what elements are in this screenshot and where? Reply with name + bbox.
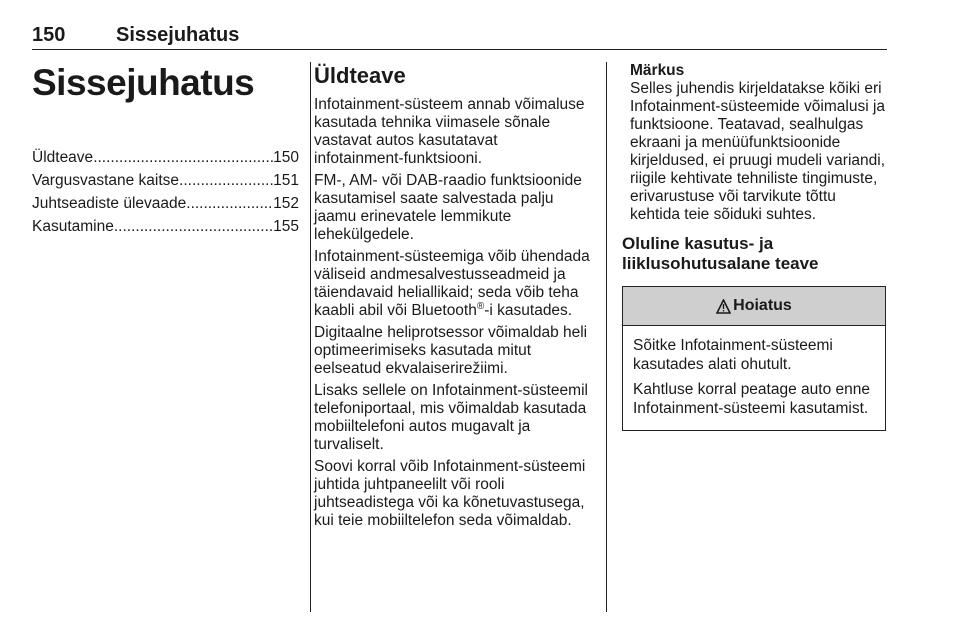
running-title: Sissejuhatus xyxy=(116,24,240,46)
column-general-info xyxy=(314,62,590,534)
toc-entry-page: 152 xyxy=(273,195,299,212)
warning-header xyxy=(623,287,885,326)
paragraph: Soovi korral võib Infotainment-süsteemi juhtida juhtpaneelilt või rooli juhtseadistega või ka kõnetuvastusega, kui teie mobiiltelefon seda võimaldab. xyxy=(314,458,586,529)
note-text-first-line: Selles juhendis kirjeldatakse kõiki eri xyxy=(630,80,882,97)
registered-mark: ® xyxy=(476,300,485,312)
toc-entry-page: 150 xyxy=(273,149,299,166)
paragraph: FM-, AM- või DAB-raadio funktsioonide kasutamisel saate salvestada palju jaamu erinevatele lemmikute lehekülgedele. xyxy=(314,172,582,243)
toc-entry-controls-overview[interactable] xyxy=(32,192,299,215)
paragraph-text: Infotainment-süsteemiga võib ühendada väliseid andmesalvestusseadmeid ja täiendavaid heliallikaid; seda võib teha kaabli abil või Bluetooth xyxy=(314,248,590,319)
toc-entry-page: 151 xyxy=(273,172,299,189)
header-divider xyxy=(32,49,887,50)
toc-entry-theft-protection[interactable] xyxy=(32,169,299,192)
page-number: 150 xyxy=(32,24,66,46)
paragraph: Lisaks sellele on Infotainment-süsteemil telefoniportaal, mis võimaldab kasutada mobiiltelefoni autos mugavalt ja turvaliselt. xyxy=(314,382,588,453)
toc-entry-page: 155 xyxy=(273,218,299,235)
warning-text: Sõitke Infotainment-süsteemi kasutades alati ohutult. xyxy=(633,337,833,373)
warning-text: Kahtluse korral peatage auto enne Infotainment-süsteemi kasutamist. xyxy=(633,381,870,417)
paragraph: Digitaalne heliprotsessor võimaldab heli optimeerimiseks kasutada mitut eelseatud ekvalaiserirežiimi. xyxy=(314,324,588,377)
column-divider-1 xyxy=(310,62,311,612)
note-heading: Märkus xyxy=(630,62,685,79)
paragraph-bluetooth xyxy=(314,248,590,320)
toc-entry-label: Kasutamine xyxy=(32,218,114,235)
note-block xyxy=(622,62,888,224)
column-note-safety xyxy=(622,62,888,431)
warning-triangle-icon xyxy=(716,299,731,314)
section-title: Üldteave xyxy=(314,63,406,88)
toc-leader-dots xyxy=(93,146,273,169)
toc-entry-general[interactable] xyxy=(32,146,299,169)
toc-leader-dots xyxy=(186,192,273,215)
toc-leader-dots xyxy=(179,169,273,192)
toc-entry-label: Juhtseadiste ülevaade xyxy=(32,195,187,212)
page-header xyxy=(32,24,887,52)
paragraph-text: -i kasutades. xyxy=(484,302,573,319)
column-chapter xyxy=(32,62,299,238)
safety-section-title: Oluline kasutus- ja liiklusohutusalane teave xyxy=(622,234,819,273)
toc-leader-dots xyxy=(114,215,273,238)
toc-entry-usage[interactable] xyxy=(32,215,299,238)
chapter-title: Sissejuhatus xyxy=(32,62,255,103)
warning-box xyxy=(622,286,886,431)
toc-entry-label: Üldteave xyxy=(32,149,94,166)
warning-body xyxy=(623,326,885,430)
note-text: Infotainment-süsteemide võimalusi ja funktsioone. Teatavad, sealhulgas ekraani ja menüüfunktsioonide kirjeldused, ei pruugi mudeli variandi, riigile kehtivate tehniliste tingimuste, erivarustuse või tarvikute tõttu kehtida teie sõiduki suhtes. xyxy=(630,98,886,223)
paragraph: Infotainment-süsteem annab võimaluse kasutada tehnika viimasele sõnale vastavat autos kasutatavat infotainment-funktsiooni. xyxy=(314,96,585,167)
column-divider-2 xyxy=(606,62,607,612)
table-of-contents xyxy=(32,146,299,238)
toc-entry-label: Vargusvastane kaitse xyxy=(32,172,180,189)
warning-label: Hoiatus xyxy=(733,297,792,314)
